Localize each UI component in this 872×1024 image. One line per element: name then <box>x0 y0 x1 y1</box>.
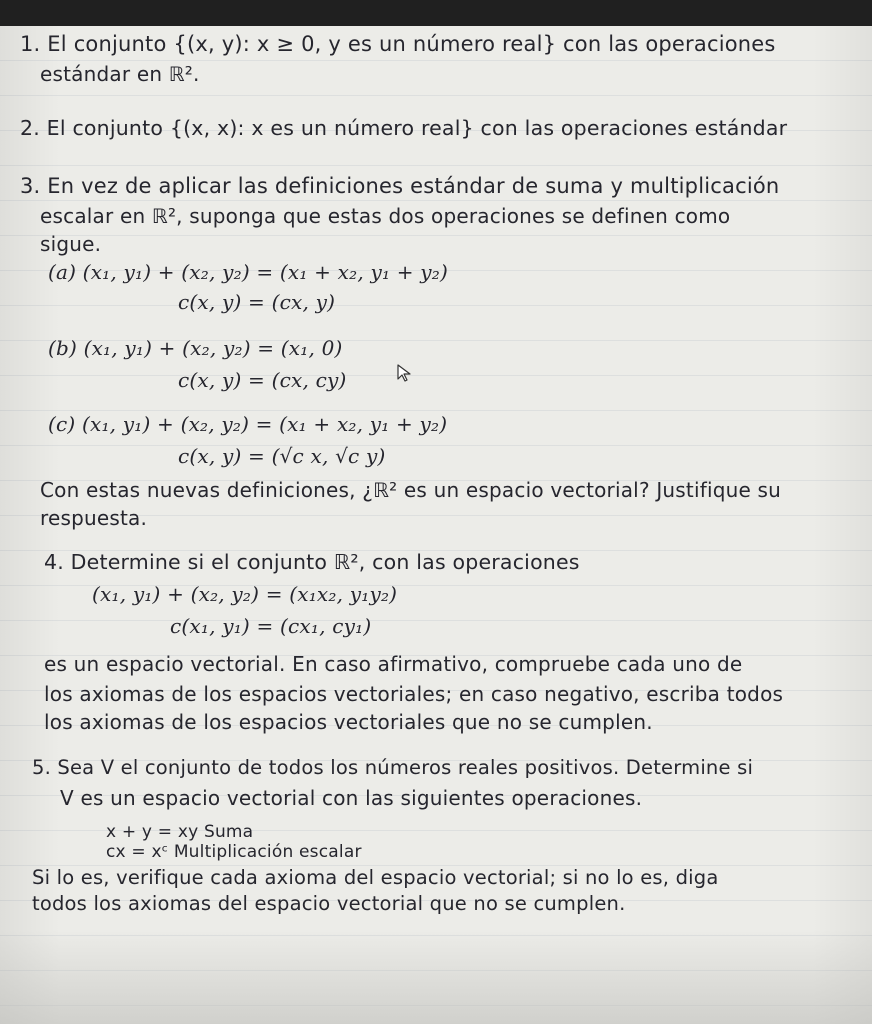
exercise-4-line-1: 4. Determine si el conjunto ℝ², con las operaciones <box>44 550 580 574</box>
exercise-5-scalar-definition: cx = xᶜ Multiplicación escalar <box>106 842 362 862</box>
exercise-3-question-line-1: Con estas nuevas definiciones, ¿ℝ² es un espacio vectorial? Justifique su <box>40 478 782 502</box>
exercise-3b-sum: (b) (x₁, y₁) + (x₂, y₂) = (x₁, 0) <box>48 336 343 360</box>
exercise-4-line-5: los axiomas de los espacios vectoriales; en caso negativo, escriba todos <box>44 682 784 706</box>
exercise-5-line-5: Si lo es, verifique cada axioma del espacio vectorial; si no lo es, diga <box>32 866 719 889</box>
page-bottom-shading <box>0 930 872 1024</box>
exercise-4-sum: (x₁, y₁) + (x₂, y₂) = (x₁x₂, y₁y₂) <box>92 582 398 606</box>
exercise-3c-sum: (c) (x₁, y₁) + (x₂, y₂) = (x₁ + x₂, y₁ + y₂) <box>48 412 448 436</box>
exercise-5-line-2: V es un espacio vectorial con las siguientes operaciones. <box>60 786 643 810</box>
exercise-3a-sum: (a) (x₁, y₁) + (x₂, y₂) = (x₁ + x₂, y₁ + y₂) <box>48 260 448 284</box>
exercise-4-scalar: c(x₁, y₁) = (cx₁, cy₁) <box>170 614 372 638</box>
exercise-3b-scalar: c(x, y) = (cx, cy) <box>178 368 347 392</box>
exercise-3-line-2: escalar en ℝ², suponga que estas dos operaciones se definen como <box>40 204 731 228</box>
exercise-5-line-1: 5. Sea V el conjunto de todos los números reales positivos. Determine si <box>32 756 754 779</box>
exercise-1-line-2: estándar en ℝ². <box>40 62 200 86</box>
exercise-3-question-line-2: respuesta. <box>40 506 148 530</box>
exercise-2-line-1: 2. El conjunto {(x, x): x es un número real} con las operaciones estándar <box>20 116 788 140</box>
mouse-pointer-icon <box>396 364 412 382</box>
exercise-5-sum-definition: x + y = xy Suma <box>106 822 254 842</box>
exercise-3-line-3: sigue. <box>40 232 102 256</box>
exercise-3a-scalar: c(x, y) = (cx, y) <box>178 290 336 314</box>
exercise-4-line-6: los axiomas de los espacios vectoriales que no se cumplen. <box>44 710 653 734</box>
exercise-3-line-1: 3. En vez de aplicar las definiciones estándar de suma y multiplicación <box>20 174 780 198</box>
exercise-1-line-1: 1. El conjunto {(x, y): x ≥ 0, y es un número real} con las operaciones <box>20 32 776 56</box>
top-dark-bar <box>0 0 872 26</box>
exercise-5-line-6: todos los axiomas del espacio vectorial que no se cumplen. <box>32 892 626 915</box>
exercise-4-line-4: es un espacio vectorial. En caso afirmativo, compruebe cada uno de <box>44 652 743 676</box>
notebook-page <box>0 26 872 1024</box>
exercise-3c-scalar: c(x, y) = (√c x, √c y) <box>178 444 386 468</box>
